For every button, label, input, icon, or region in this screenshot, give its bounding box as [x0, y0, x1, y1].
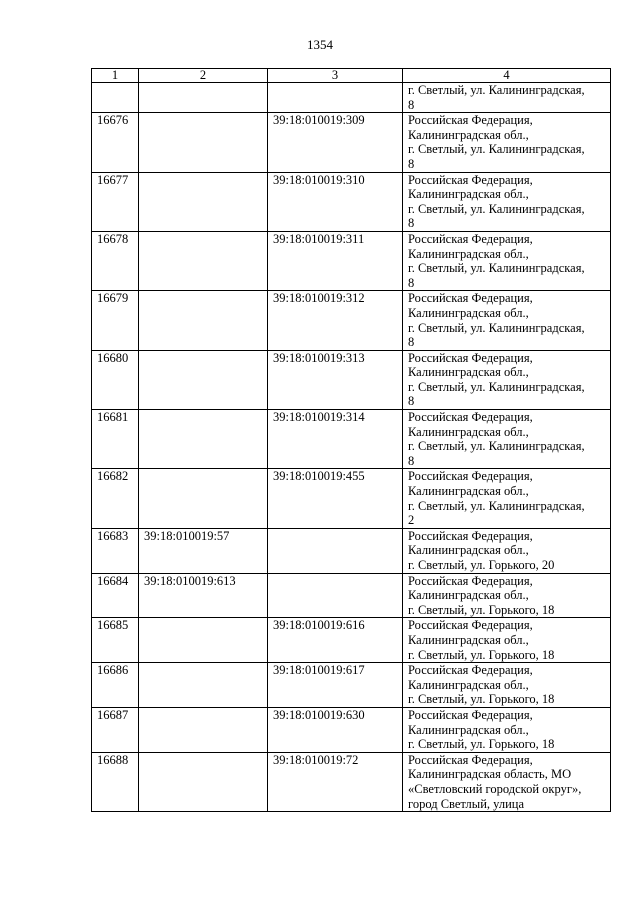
address-line: Калининградская обл.,	[408, 588, 529, 603]
address-cell	[403, 663, 611, 708]
address-cell	[403, 752, 611, 811]
address-line: Калининградская обл.,	[408, 365, 529, 380]
address-line: Российская Федерация,	[408, 291, 533, 306]
cadastral-number: 39:18:010019:72	[268, 752, 403, 811]
cadastral-number: 39:18:010019:616	[268, 618, 403, 663]
table-row	[92, 663, 611, 708]
address-line: 8	[408, 97, 415, 112]
address-line: Калининградская область, МО	[408, 767, 572, 782]
table-row	[92, 528, 611, 573]
address-line: г. Светлый, ул. Горького, 18	[408, 737, 555, 752]
record-number: 16676	[92, 113, 139, 172]
address-line: г. Светлый, ул. Калининградская,	[408, 261, 585, 276]
address-line: Калининградская обл.,	[408, 543, 529, 558]
column-header-3: 3	[268, 69, 403, 83]
address-line: Российская Федерация,	[408, 573, 533, 588]
record-number: 16679	[92, 291, 139, 350]
table-row	[92, 469, 611, 528]
record-number: 16680	[92, 350, 139, 409]
address-cell	[403, 573, 611, 618]
record-number: 16683	[92, 528, 139, 573]
address-line: г. Светлый, ул. Горького, 18	[408, 692, 555, 707]
address-line: Калининградская обл.,	[408, 187, 529, 202]
cadastral-number: 39:18:010019:309	[268, 113, 403, 172]
cadastral-number-old	[139, 231, 268, 290]
cadastral-number: 39:18:010019:313	[268, 350, 403, 409]
address-line: г. Светлый, ул. Калининградская,	[408, 142, 585, 157]
address-line: г. Светлый, ул. Горького, 18	[408, 602, 555, 617]
cadastral-number: 39:18:010019:311	[268, 231, 403, 290]
address-line: Калининградская обл.,	[408, 305, 529, 320]
address-line: Российская Федерация,	[408, 663, 533, 678]
address-line: Калининградская обл.,	[408, 246, 529, 261]
address-cell	[403, 618, 611, 663]
record-number: 16681	[92, 410, 139, 469]
table-row	[92, 172, 611, 231]
cadastral-number	[268, 573, 403, 618]
cadastral-number: 39:18:010019:310	[268, 172, 403, 231]
table-row	[92, 618, 611, 663]
record-number	[92, 83, 139, 113]
address-line: Калининградская обл.,	[408, 484, 529, 499]
table-row	[92, 410, 611, 469]
address-cell	[403, 410, 611, 469]
address-line: 8	[408, 335, 415, 350]
table-row	[92, 752, 611, 811]
address-line: Российская Федерация,	[408, 350, 533, 365]
address-line: 8	[408, 453, 415, 468]
cadastral-number: 39:18:010019:617	[268, 663, 403, 708]
record-number: 16688	[92, 752, 139, 811]
cadastral-number-old	[139, 291, 268, 350]
address-line: г. Светлый, ул. Калининградская,	[408, 320, 585, 335]
record-number: 16687	[92, 707, 139, 752]
record-number: 16682	[92, 469, 139, 528]
address-line: г. Светлый, ул. Калининградская,	[408, 83, 585, 97]
address-line: г. Светлый, ул. Калининградская,	[408, 439, 585, 454]
address-line: 8	[408, 156, 415, 171]
record-number: 16677	[92, 172, 139, 231]
cadastral-number-old	[139, 752, 268, 811]
registry-table	[91, 68, 611, 812]
address-line: г. Светлый, ул. Горького, 20	[408, 558, 555, 572]
address-line: г. Светлый, ул. Калининградская,	[408, 498, 585, 513]
table-row	[92, 231, 611, 290]
cadastral-number: 39:18:010019:630	[268, 707, 403, 752]
address-cell	[403, 350, 611, 409]
cadastral-number-old	[139, 618, 268, 663]
address-line: Российская Федерация,	[408, 528, 533, 543]
table-row	[92, 83, 611, 113]
cadastral-number-old	[139, 707, 268, 752]
address-line: Российская Федерация,	[408, 469, 533, 484]
address-line: Российская Федерация,	[408, 410, 533, 425]
cadastral-number-old	[139, 410, 268, 469]
table-row	[92, 573, 611, 618]
cadastral-number-old	[139, 350, 268, 409]
cadastral-number: 39:18:010019:312	[268, 291, 403, 350]
column-header-2: 2	[139, 69, 268, 83]
table-body	[92, 83, 611, 812]
table-row	[92, 113, 611, 172]
address-line: 2	[408, 513, 415, 528]
record-number: 16686	[92, 663, 139, 708]
address-line: г. Светлый, ул. Калининградская,	[408, 379, 585, 394]
address-line: 8	[408, 394, 415, 409]
cadastral-number-old	[139, 113, 268, 172]
address-line: г. Светлый, ул. Горького, 18	[408, 647, 555, 662]
address-line: 8	[408, 216, 415, 231]
address-line: Калининградская обл.,	[408, 127, 529, 142]
cadastral-number-old: 39:18:010019:57	[139, 528, 268, 573]
table-row	[92, 350, 611, 409]
page-number: 1354	[307, 37, 333, 52]
column-header-4: 4	[403, 69, 611, 83]
cadastral-number: 39:18:010019:314	[268, 410, 403, 469]
address-cell	[403, 83, 611, 113]
cadastral-number-old: 39:18:010019:613	[139, 573, 268, 618]
cadastral-number: 39:18:010019:455	[268, 469, 403, 528]
address-cell	[403, 291, 611, 350]
address-line: г. Светлый, ул. Калининградская,	[408, 201, 585, 216]
address-line: Российская Федерация,	[408, 113, 533, 128]
record-number: 16684	[92, 573, 139, 618]
address-line: 8	[408, 275, 415, 290]
address-line: Российская Федерация,	[408, 707, 533, 722]
record-number: 16678	[92, 231, 139, 290]
address-line: Российская Федерация,	[408, 172, 533, 187]
table-row	[92, 291, 611, 350]
address-line: Калининградская обл.,	[408, 632, 529, 647]
address-cell	[403, 707, 611, 752]
cadastral-number-old	[139, 172, 268, 231]
address-line: Российская Федерация,	[408, 752, 533, 767]
address-line: Калининградская обл.,	[408, 677, 529, 692]
cadastral-number	[268, 528, 403, 573]
record-number: 16685	[92, 618, 139, 663]
cadastral-number-old	[139, 83, 268, 113]
table-row	[92, 707, 611, 752]
address-line: Калининградская обл.,	[408, 722, 529, 737]
table-header-row	[92, 69, 611, 83]
column-header-1: 1	[92, 69, 139, 83]
address-cell	[403, 231, 611, 290]
address-cell	[403, 172, 611, 231]
address-cell	[403, 528, 611, 573]
cadastral-number-old	[139, 469, 268, 528]
address-line: Российская Федерация,	[408, 231, 533, 246]
cadastral-number-old	[139, 663, 268, 708]
address-line: город Светлый, улица	[408, 796, 524, 811]
address-cell	[403, 113, 611, 172]
address-line: «Светловский городской округ»,	[408, 781, 582, 796]
address-cell	[403, 469, 611, 528]
address-line: Калининградская обл.,	[408, 424, 529, 439]
cadastral-number	[268, 83, 403, 113]
address-line: Российская Федерация,	[408, 618, 533, 633]
